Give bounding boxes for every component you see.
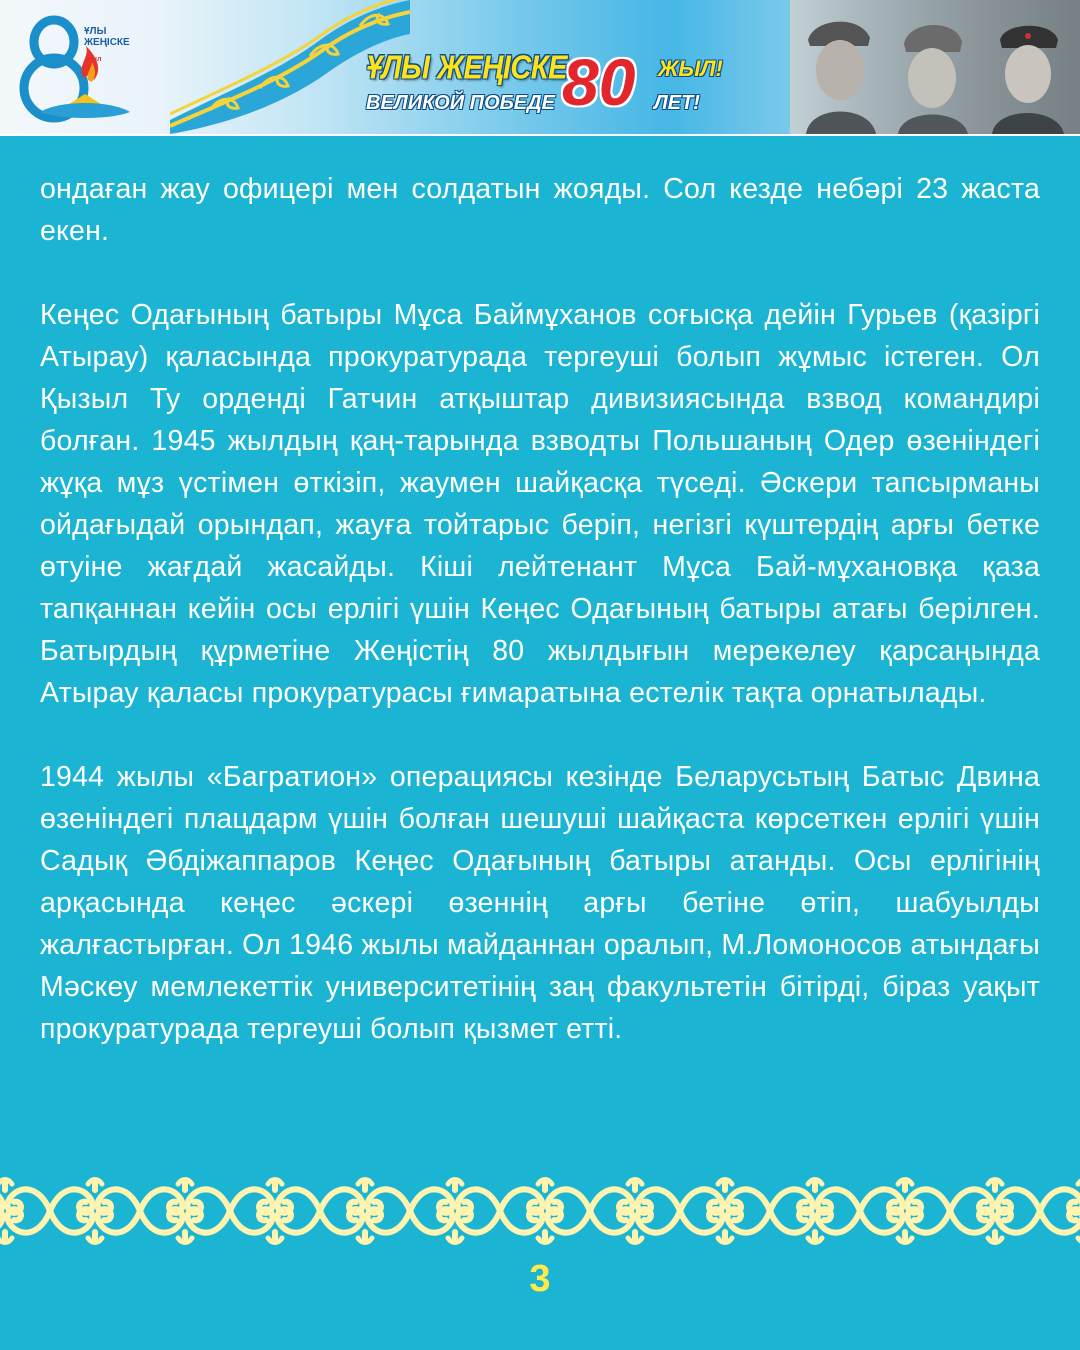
banner-number: 80: [562, 45, 636, 119]
article-body: [40, 168, 1040, 1050]
banner-title-kz: ҰЛЫ ЖЕҢІСКЕ: [366, 49, 567, 87]
paragraph-1: ондаған жау офицері мен солдатын жояды. Сол кезде небәрі 23 жаста екен.: [40, 173, 1040, 247]
banner-suffix-ru: ЛЕТ!: [654, 92, 700, 114]
portrait-photo-icon: [790, 0, 1080, 134]
logo-text-line2: ЖЕҢІСКЕ: [84, 37, 130, 48]
banner-title-ru: ВЕЛИКОЙ ПОБЕДЕ: [366, 92, 555, 114]
ornament-border: [0, 1176, 1080, 1246]
banner-title: [362, 45, 742, 128]
banner-suffix-kz: ЖЫЛ!: [658, 56, 723, 81]
page-number: 3: [529, 1258, 551, 1300]
logo-text: [84, 26, 130, 48]
logo-text-line1: ҰЛЫ: [84, 26, 107, 37]
header-banner: [0, 0, 1080, 136]
paragraph-3: 1944 жылы «Багратион» операциясы кезінде Беларусьтың Батыс Двина өзеніндегі плацдарм үшін болған шешуші шайқаста көрсеткен ерлігі үшін Садық Әбдіжаппаров Кеңес Одағының батыры атанды. Осы ерлігінің арқасында кеңес әскері өзеннің арғы бетіне өтіп, шабуылды жалғастырған. Ол 1946 жылы майданнан оралып, М.Ломоносов атындағы Мәскеу мемлекеттік университетінің заң факультетін бітірді, біраз уақыт прокуратурада тергеуші болып қызмет етті.: [40, 761, 1040, 1045]
paragraph-2: Кеңес Одағының батыры Мұса Баймұханов соғысқа дейін Гурьев (қазіргі Атырау) қаласында прокуратурада тергеуші болып жұмыс істеген. Ол Қызыл Ту орденді Гатчин атқыштар дивизиясында взвод командирі болған. 1945 жылдың қаң-тарында взводты Польшаның Одер өзеніндегі жұқа мұз үстімен өткізіп, жаумен шайқасқа түседі. Әскери тапсырманы ойдағыдай орындап, жауға тойтарыс беріп, негізгі күштердің арғы бетке өтуіне жағдай жасайды. Кіші лейтенант Мұса Бай-мұхановқа қаза тапқаннан кейін осы ерлігі үшін Кеңес Одағының батыры атағы берілген. Батырдың құрметіне Жеңістің 80 жылдығын мерекелеу қарсаңында Атырау қаласы прокуратурасы ғимаратына естелік тақта орнатылады.: [40, 299, 1040, 709]
logo-small-text: жыл: [86, 56, 102, 63]
